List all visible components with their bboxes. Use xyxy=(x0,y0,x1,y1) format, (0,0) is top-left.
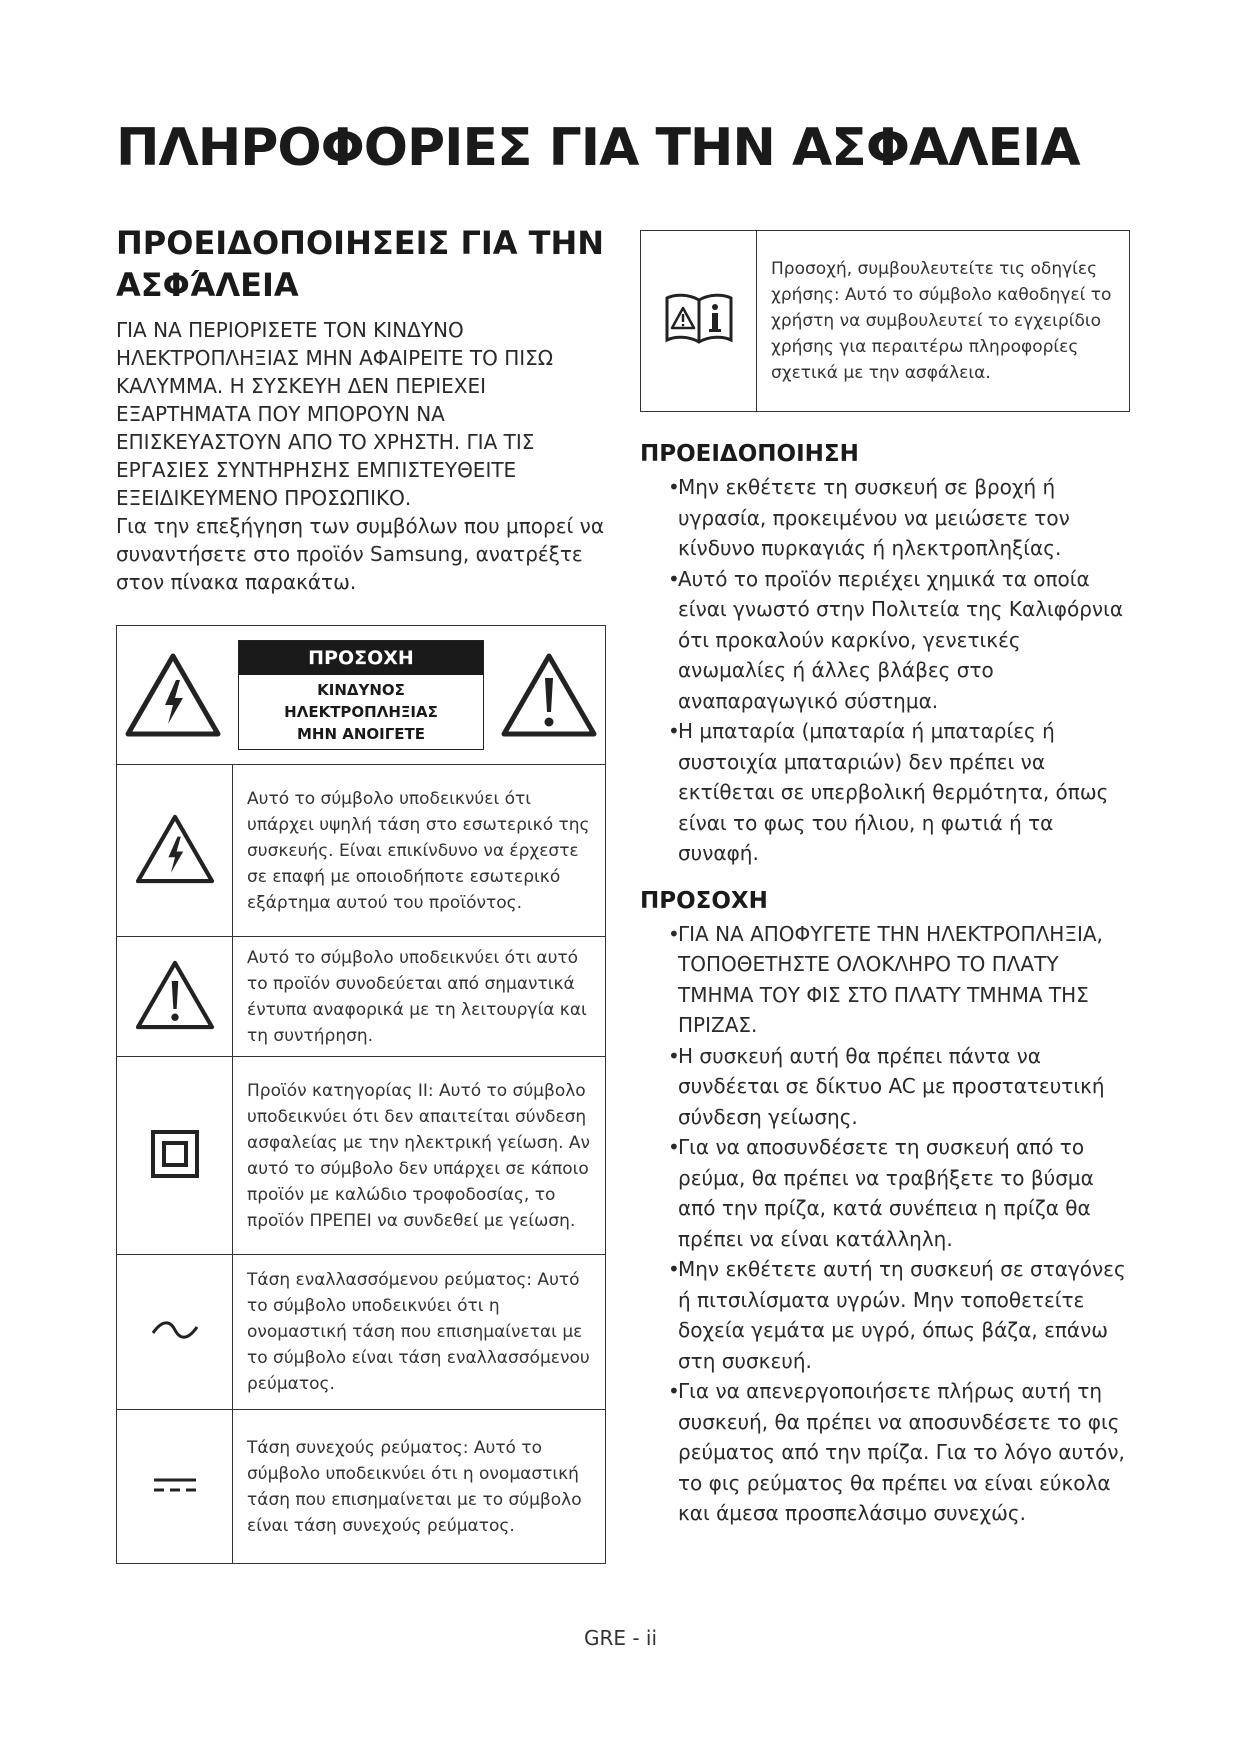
dc-voltage-icon xyxy=(152,1475,198,1495)
symbol-description: Προϊόν κατηγορίας II: Αυτό το σύμβολο υποδεικνύει ότι δεν απαιτείται σύνδεση ασφαλείας με την ηλεκτρική γείωση. Αν αυτό το σύμβολο δεν υπάρχει σε κάποιο προϊόν με καλώδιο τροφοδοσίας, το προϊόν ΠΡΕΠΕΙ να συνδεθεί με γείωση. xyxy=(233,1057,606,1255)
list-item: • Μην εκθέτετε αυτή τη συσκευή σε σταγόνες ή πιτσιλίσματα υγρών. Μην τοποθετείτε δοχεία γεμάτα με υγρό, όπως βάζα, επάνω στη συσκευή. xyxy=(640,1254,1130,1376)
caution-label-line2: ΜΗΝ ΑΝΟΙΓΕΤΕ xyxy=(296,725,426,743)
symbol-row-ac xyxy=(117,1255,606,1410)
symbol-description: Αυτό το σύμβολο υποδεικνύει ότι αυτό το προϊόν συνοδεύεται από σημαντικά έντυπα αναφορικά με τη λειτουργία και τη συντήρηση. xyxy=(233,937,606,1057)
list-item: • Για να απενεργοποιήσετε πλήρως αυτή τη συσκευή, θα πρέπει να αποσυνδέσετε το φις ρεύματος από την πρίζα. Για το λόγο αυτόν, το φις ρεύματος θα πρέπει να είναι εύκολα και άμεσα προσπελάσιμο συνεχώς. xyxy=(640,1376,1130,1529)
right-column xyxy=(640,438,1130,1545)
list-item: • Για να αποσυνδέσετε τη συσκευή από το ρεύμα, θα πρέπει να τραβήξετε το βύσμα από την πρίζα, κατά συνέπεια η πρίζα θα πρέπει να είναι κατάλληλη. xyxy=(640,1132,1130,1254)
caution-label-head: ΠΡΟΣΟΧΗ xyxy=(239,641,483,675)
caution-heading: ΠΡΟΣΟΧΗ xyxy=(640,887,768,914)
warning-list xyxy=(640,472,1130,869)
intro-text: Για την επεξήγηση των συμβόλων που μπορεί να συναντήσετε στο προϊόν Samsung, ανατρέξτε στον πίνακα παρακάτω. xyxy=(116,514,605,594)
warning-text: ΓΙΑ ΝΑ ΠΕΡΙΟΡΙΣΕΤΕ ΤΟΝ ΚΙΝΔΥΝΟ ΗΛΕΚΤΡΟΠΛΗΞΙΑΣ ΜΗΝ ΑΦΑΙΡΕΙΤΕ ΤΟ ΠΙΣΩ ΚΑΛΥΜΜΑ. Η ΣΥΣΚΕΥΗ ΔΕΝ ΠΕΡΙΕΧΕΙ ΕΞΑΡΤΗΜΑΤΑ ΠΟΥ ΜΠΟΡΟΥΝ ΝΑ ΕΠΙΣΚΕΥΑΣΤΟΥΝ ΑΠΟ ΤΟ ΧΡΗΣΤΗ. ΓΙΑ ΤΙΣ ΕΡΓΑΣΙΕΣ ΣΥΝΤΗΡΗΣΗΣ ΕΜΠΙΣΤΕΥΘΕΙΤΕ ΕΞΕΙΔΙΚΕΥΜΕΝΟ ΠΡΟΣΩΠΙΚΟ. xyxy=(116,318,554,510)
manual-info-description: Προσοχή, συμβουλευτείτε τις οδηγίες χρήσης: Αυτό το σύμβολο καθοδηγεί το χρήστη να συμβουλευτεί το εγχειρίδιο χρήσης για περαιτέρω πληροφορίες σχετικά με την ασφάλεια. xyxy=(757,231,1130,412)
ac-voltage-icon xyxy=(150,1318,200,1342)
high-voltage-icon xyxy=(132,812,218,886)
section-title: ΠΡΟΕΙΔΟΠΟΙΗΣΕΙΣ ΓΙΑ ΤΗΝ ΑΣΦΆΛΕΙΑ xyxy=(116,224,605,304)
list-item: • Η μπαταρία (μπαταρία ή μπαταρίες ή συστοιχία μπαταριών) δεν πρέπει να εκτίθεται σε υπερβολική θερμότητα, όπως είναι το φως του ήλιου, η φωτιά ή τα συναφή. xyxy=(640,716,1130,869)
symbol-row-class-ii xyxy=(117,1057,606,1255)
symbol-description: Τάση συνεχούς ρεύματος: Αυτό το σύμβολο υποδεικνύει ότι η ονομαστική τάση που επισημαίνεται με το σύμβολο είναι τάση συνεχούς ρεύματος. xyxy=(233,1410,606,1564)
list-item: • ΓΙΑ ΝΑ ΑΠΟΦΥΓΕΤΕ ΤΗΝ ΗΛΕΚΤΡΟΠΛΗΞΙΑ, ΤΟΠΟΘΕΤΗΣΤΕ ΟΛΟΚΛΗΡΟ ΤΟ ΠΛΑΤΥ ΤΜΗΜΑ ΤΟΥ ΦΙΣ ΣΤΟ ΠΛΑΤΥ ΤΜΗΜΑ ΤΗΣ ΠΡΙΖΑΣ. xyxy=(640,919,1130,1041)
caution-label-line1: ΚΙΝΔΥΝΟΣ ΗΛΕΚΤΡΟΠΛΗΞΙΑΣ xyxy=(284,681,438,721)
caution-label-row xyxy=(117,626,606,765)
list-item: • Αυτό το προϊόν περιέχει χημικά τα οποία είναι γνωστό στην Πολιτεία της Καλιφόρνια ότι προκαλούν καρκίνο, γενετικές ανωμαλίες ή άλλες βλάβες στο αναπαραγωγικό σύστημα. xyxy=(640,564,1130,717)
list-item: • Η συσκευή αυτή θα πρέπει πάντα να συνδέεται σε δίκτυο AC με προστατευτική σύνδεση γείωσης. xyxy=(640,1041,1130,1133)
class-ii-double-square-icon xyxy=(150,1129,200,1179)
symbols-table xyxy=(116,625,606,1564)
manual-info-table xyxy=(640,230,1130,412)
warning-heading: ΠΡΟΕΙΔΟΠΟΙΗΣΗ xyxy=(640,441,859,467)
consult-manual-icon xyxy=(663,292,735,346)
symbol-description: Τάση εναλλασσόμενου ρεύματος: Αυτό το σύμβολο υποδεικνύει ότι η ονομαστική τάση που επισημαίνεται με το σύμβολο είναι τάση εναλλασσόμενου ρεύματος. xyxy=(233,1255,606,1410)
exclamation-warning-icon xyxy=(132,958,218,1032)
caution-label xyxy=(238,640,484,750)
caution-list xyxy=(640,919,1130,1529)
symbol-row-exclamation xyxy=(117,937,606,1057)
high-voltage-icon xyxy=(123,650,223,740)
list-item: • Μην εκθέτετε τη συσκευή σε βροχή ή υγρασία, προκειμένου να μειώσετε τον κίνδυνο πυρκαγιάς ή ηλεκτροπληξίας. xyxy=(640,472,1130,564)
page-number: GRE - ii xyxy=(583,1626,658,1650)
left-column xyxy=(116,222,606,596)
symbol-description: Αυτό το σύμβολο υποδεικνύει ότι υπάρχει υψηλή τάση στο εσωτερικό της συσκευής. Είναι επικίνδυνο να έρχεστε σε επαφή με οποιοδήποτε εσωτερικό εξάρτημα αυτού του προϊόντος. xyxy=(233,765,606,937)
manual-info-row xyxy=(641,231,1130,412)
symbol-row-dc xyxy=(117,1410,606,1564)
symbol-row-high-voltage xyxy=(117,765,606,937)
exclamation-warning-icon xyxy=(499,650,599,740)
page-title: ΠΛΗΡΟΦΟΡΙΕΣ ΓΙΑ ΤΗΝ ΑΣΦΑΛΕΙΑ xyxy=(116,118,1080,178)
